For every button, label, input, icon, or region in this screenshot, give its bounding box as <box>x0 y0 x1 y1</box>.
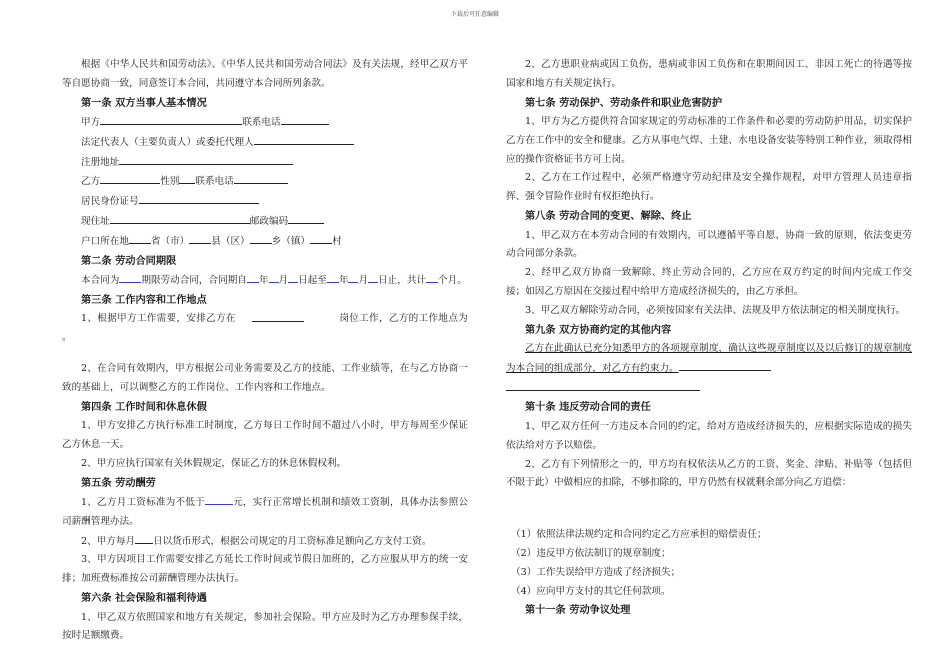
article-11-title: 第十一条 劳动争议处理 <box>525 604 631 617</box>
article-4-title: 第四条 工作时间和休息休假 <box>81 400 207 413</box>
village-blank[interactable] <box>310 232 332 244</box>
field-id[interactable]: 居民身份证号 <box>62 192 468 212</box>
yifang-blank[interactable] <box>100 172 160 184</box>
wage-blank[interactable] <box>205 493 233 505</box>
field-hukou[interactable]: 户口所在地 省（市） 县（区） 乡（镇） 村 <box>62 232 468 252</box>
jiafang-phone-blank[interactable] <box>281 113 329 125</box>
deduction-item-2: （2）违反甲方依法制订的规章制度； <box>511 547 671 559</box>
field-addr[interactable]: 现住址 邮政编码 <box>62 212 468 232</box>
article-3-title: 第三条 工作内容和工作地点 <box>81 293 207 306</box>
gender-blank[interactable] <box>179 172 195 184</box>
article-7-item-1: 1、甲方为乙方提供符合国家规定的劳动标准的工作条件和必要的劳动防护用品，切实保护乙方在工作中的安全和健康。乙方从事电气焊、土建、水电设备安装等特别工种作业，须取得相应的操作资格证书方可上岗。 <box>506 116 912 165</box>
town-blank[interactable] <box>250 232 272 244</box>
article-9-text[interactable]: 乙方在此确认已充分知悉甲方的各项规章制度，确认这些规章制度以及以后修订的规章制度为本合同的组成部分，对乙方有约束力。 <box>506 343 912 374</box>
article-3-item-1-end: 。 <box>62 332 72 344</box>
province-blank[interactable] <box>129 232 151 244</box>
article-8-item-1: 1、甲乙双方在本劳动合同的有效期内，可以遵循平等自愿、协商一致的原则，依法变更劳动合同部分条款。 <box>506 229 912 260</box>
article-5-title: 第五条 劳动酬劳 <box>81 476 156 489</box>
article-8-item-2: 2、经甲乙双方协商一致解除、终止劳动合同的，乙方应在双方约定的时间内完成工作交接；如因乙方原因在交接过程中给甲方造成经济损失的，由乙方承担。 <box>506 267 912 297</box>
field-legal-rep[interactable]: 法定代表人（主要负责人）或委托代理人 <box>62 133 468 153</box>
article-10-item-1: 1、甲乙双方任何一方违反本合同的约定，给对方造成经济损失的，应根据实际造成的损失依法给对方予以赔偿。 <box>506 420 912 451</box>
article-7-title: 第七条 劳动保护、劳动条件和职业危害防护 <box>525 96 723 109</box>
reg-addr-blank[interactable] <box>119 153 293 165</box>
article-9-blank-line[interactable] <box>506 379 912 399</box>
months-blank[interactable] <box>426 271 438 283</box>
start-day-blank[interactable] <box>288 271 298 283</box>
header-note: 下载后可任意编辑 <box>450 11 499 18</box>
zip-blank[interactable] <box>288 212 324 224</box>
deduction-item-4: （4）应向甲方支付的其它任何款项。 <box>511 585 671 597</box>
article-6-item-2: 2、乙方患职业病或因工负伤，患病或非因工负伤和在职期间因工、非因工死亡的待遇等按国家和地方有关规定执行。 <box>506 59 912 89</box>
article-3-item-2: 2、在合同有效期内，甲方根据公司业务需要及乙方的技能、工作业绩等，在与乙方协商一致的基础上，可以调整乙方的工作岗位、工作内容和工作地点。 <box>62 363 468 393</box>
id-blank[interactable] <box>139 192 259 204</box>
other-terms-blank-2[interactable] <box>506 379 700 391</box>
deduction-item-3: （3）工作失误给甲方造成了经济损失； <box>511 566 681 578</box>
end-day-blank[interactable] <box>368 271 378 283</box>
article-9-title: 第九条 双方协商约定的其他内容 <box>525 323 672 336</box>
other-terms-blank[interactable] <box>679 359 771 371</box>
intro-paragraph: 根据《中华人民共和国劳动法》、《中华人民共和国劳动合同法》及有关法规，经甲乙双方平等自愿协商一致，同意签订本合同，共同遵守本合同所列条款。 <box>62 59 468 89</box>
article-8-item-3: 3、甲乙双方解除劳动合同，必须按国家有关法律、法规及甲方依法制定的相关制度执行。 <box>525 304 906 316</box>
article-10-item-2: 2、乙方有下列情形之一的，甲方均有权依法从乙方的工资、奖金、津贴、补贴等（包括但不限于此）中做相应的扣除，不够扣除的，甲方仍然有权就剩余部分向乙方追偿： <box>506 458 912 489</box>
article-5-item-1[interactable]: 1、乙方月工资标准为不低于 元，实行正常增长机制和绩效工资制，具体办法参照公司薪酬管理办法。 <box>62 493 468 532</box>
deduction-item-1: （1）依照法律法规约定和合同约定乙方应承担的赔偿责任； <box>511 529 767 541</box>
field-jiafang[interactable]: 甲方 联系电话 <box>62 113 468 133</box>
jiafang-blank[interactable] <box>100 113 242 125</box>
article-1-title: 第一条 双方当事人基本情况 <box>81 96 207 109</box>
legal-rep-blank[interactable] <box>254 133 354 145</box>
position-blank[interactable] <box>252 310 304 322</box>
article-5-item-3: 3、甲方因项目工作需要安排乙方延长工作时间或节假日加班的，乙方应服从甲方的统一安排；加班费标准按公司薪酬管理办法执行。 <box>62 554 468 585</box>
end-year-blank[interactable] <box>327 271 339 283</box>
field-yifang[interactable]: 乙方 性别 联系电话 <box>62 172 468 192</box>
left-column <box>62 56 468 646</box>
contract-term-line[interactable]: 本合同为 期限劳动合同，合同期自 年 月 日起至 年 月 日止，共计 个月。 <box>62 271 468 291</box>
county-blank[interactable] <box>189 232 211 244</box>
article-3-item-1[interactable]: 1、根据甲方工作需要，安排乙方在 岗位工作，乙方的工作地点为 <box>62 310 468 329</box>
article-6-title: 第六条 社会保险和福利待遇 <box>81 592 207 605</box>
article-7-item-2: 2、乙方在工作过程中，必须严格遵守劳动纪律及安全操作规程，对甲方管理人员违章指挥、强令冒险作业时有权拒绝执行。 <box>506 172 912 203</box>
article-5-item-2[interactable]: 2、甲方每月 日以货币形式，根据公司规定的月工资标准足额向乙方支付工资。 <box>62 532 468 552</box>
article-8-title: 第八条 劳动合同的变更、解除、终止 <box>525 210 692 223</box>
article-2-title: 第二条 劳动合同期限 <box>81 254 177 267</box>
payday-blank[interactable] <box>135 532 153 544</box>
article-4-item-1: 1、甲方安排乙方执行标准工时制度，乙方每日工作时间不超过八小时，甲方每周至少保证乙方休息一天。 <box>62 420 468 450</box>
term-type-blank[interactable] <box>119 271 141 283</box>
article-4-item-2: 2、甲方应执行国家有关休假规定，保证乙方的休息休假权利。 <box>81 457 347 469</box>
end-month-blank[interactable] <box>348 271 358 283</box>
start-month-blank[interactable] <box>269 271 279 283</box>
field-reg-addr[interactable]: 注册地址 <box>62 153 468 173</box>
start-year-blank[interactable] <box>247 271 259 283</box>
right-column <box>506 56 912 621</box>
addr-blank[interactable] <box>110 212 250 224</box>
article-6-item-1: 1、甲乙双方依照国家和地方有关规定，参加社会保险。甲方应及时为乙方办理参保手续，按时足额缴费。 <box>62 611 468 642</box>
yifang-phone-blank[interactable] <box>234 172 288 184</box>
article-10-title: 第十条 违反劳动合同的责任 <box>525 401 651 414</box>
